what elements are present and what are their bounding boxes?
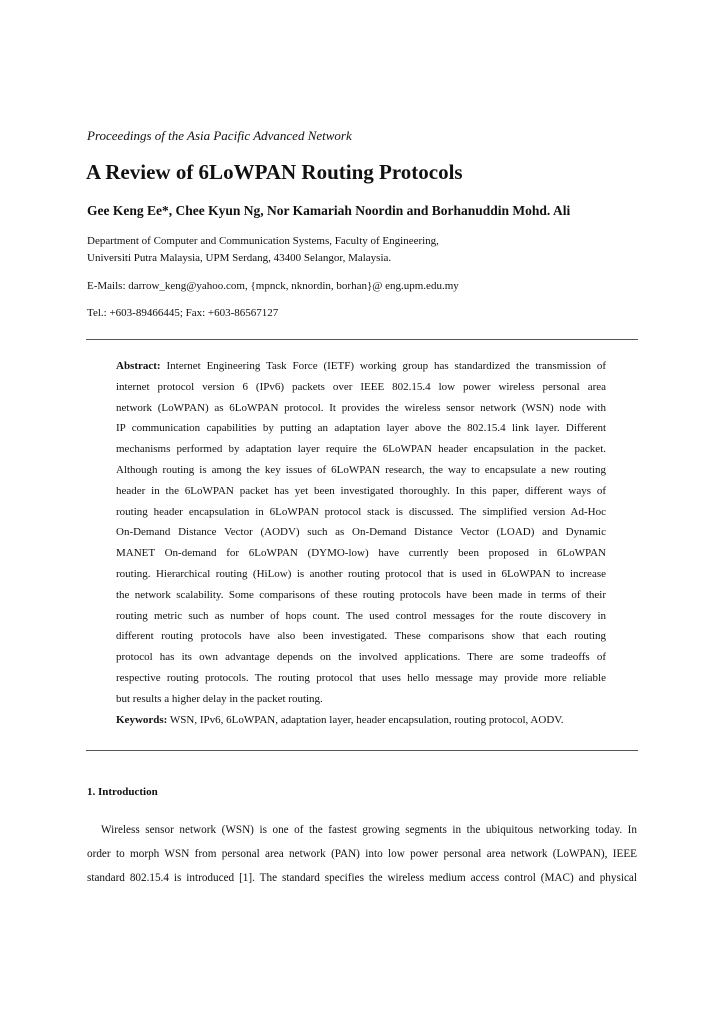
abstract-block	[116, 356, 606, 710]
introduction-body	[87, 818, 637, 890]
abstract-line: On-Demand Distance Vector (AODV) such as On-Demand Distance Vector (LOAD) and Dynamic	[116, 526, 606, 539]
journal-name: Proceedings of the Asia Pacific Advanced Network	[87, 128, 352, 143]
body-line: Wireless sensor network (WSN) is one of the fastest growing segments in the ubiquitous networking today. In	[101, 824, 637, 836]
body-line: standard 802.15.4 is introduced [1]. The standard specifies the wireless medium access control (MAC) and physical	[87, 872, 637, 884]
section-heading: 1. Introduction	[87, 786, 158, 798]
abstract-line: internet protocol version 6 (IPv6) packets over IEEE 802.15.4 low power wireless personal area	[116, 380, 606, 393]
abstract-line: protocol has its own advantage depends on the involved applications. There are some tradeoffs of	[116, 651, 606, 664]
abstract-line: respective routing protocols. The routing protocol that uses hello message may provide more reliable	[116, 671, 606, 684]
bottom-divider	[86, 750, 638, 751]
abstract-line: mechanisms performed by adaptation layer require the 6LoWPAN header encapsulation in the packet.	[116, 443, 606, 456]
affiliation-line-1: Department of Computer and Communication Systems, Faculty of Engineering,	[87, 235, 439, 247]
abstract-line: IP communication capabilities by putting an adaptation layer above the 802.15.4 link layer. Different	[116, 422, 606, 435]
abstract-line: but results a higher delay in the packet routing.	[116, 692, 323, 705]
keywords-text: WSN, IPv6, 6LoWPAN, adaptation layer, header encapsulation, routing protocol, AODV.	[167, 714, 564, 726]
paper-title: A Review of 6LoWPAN Routing Protocols	[86, 160, 463, 184]
abstract-line: Internet Engineering Task Force (IETF) working group has standardized the transmission of	[160, 360, 606, 372]
abstract-label: Abstract:	[116, 360, 161, 372]
keywords-line	[116, 714, 564, 726]
keywords-label: Keywords:	[116, 714, 168, 726]
abstract-line: MANET On-demand for 6LoWPAN (DYMO-low) have currently been proposed in 6LoWPAN	[116, 547, 606, 560]
abstract-line: routing header encapsulation in 6LoWPAN protocol stack is discussed. The simplified version Ad-Hoc	[116, 505, 606, 518]
abstract-line: the network scalability. Some comparisons of these routing protocols have been made in terms of their	[116, 588, 606, 601]
abstract-line: Although routing is among the key issues of 6LoWPAN research, the way to encapsulate a new routing	[116, 463, 606, 476]
phone-line: Tel.: +603-89466445; Fax: +603-86567127	[87, 307, 279, 319]
affiliation-line-2: Universiti Putra Malaysia, UPM Serdang, 43400 Selangor, Malaysia.	[87, 252, 392, 264]
abstract-line: routing metric such as number of hops count. The used control messages for the route discovery in	[116, 609, 606, 622]
body-line: order to morph WSN from personal area network (PAN) into low power personal area network (LoWPAN), IEEE	[87, 848, 637, 860]
abstract-line: network (LoWPAN) as 6LoWPAN protocol. It provides the wireless sensor network (WSN) node with	[116, 401, 606, 414]
abstract-line: different routing protocols have also been investigated. These comparisons show that each routing	[116, 630, 606, 643]
author-list: Gee Keng Ee*, Chee Kyun Ng, Nor Kamariah Noordin and Borhanuddin Mohd. Ali	[87, 203, 571, 218]
abstract-line: header in the 6LoWPAN packet has yet been investigated thoroughly. In this paper, different ways of	[116, 484, 606, 497]
email-line: E-Mails: darrow_keng@yahoo.com, {mpnck, nknordin, borhan}@ eng.upm.edu.my	[87, 280, 459, 292]
abstract-line: routing. Hierarchical routing (HiLow) is another routing protocol that is used in 6LoWPAN to increase	[116, 567, 606, 580]
top-divider	[86, 339, 638, 340]
